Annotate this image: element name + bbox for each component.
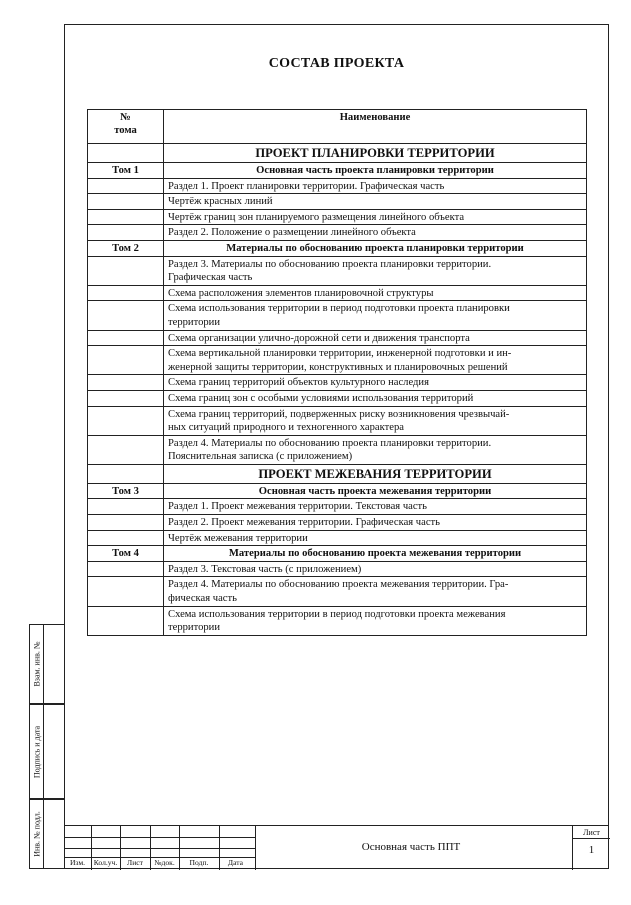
volume-number-empty [88,406,164,435]
table-row [88,530,587,546]
volume-title: Основная часть проекта планировки территории [164,163,587,179]
stamp-signature-date [29,704,64,799]
table-row [88,435,587,464]
section-title: ПРОЕКТ МЕЖЕВАНИЯ ТЕРРИТОРИИ [164,464,587,483]
volume-title: Материалы по обоснованию проекта межевания территории [164,546,587,562]
item-name: Раздел 2. Положение о размещении линейного объекта [164,225,587,241]
table-row [88,194,587,210]
item-name: Схема границ территорий объектов культурного наследия [164,375,587,391]
table-row [88,285,587,301]
item-name: Схема расположения элементов планировочной структуры [164,285,587,301]
item-name: Раздел 4. Материалы по обоснованию проекта планировки территории. Пояснительная записка (с приложением) [164,435,587,464]
volume-number-empty [88,561,164,577]
table-body [88,144,587,636]
table-row [88,301,587,330]
volume-number: Том 1 [88,163,164,179]
item-name: Схема границ территорий, подверженных риску возникновения чрезвычай- ных ситуаций природного и техногенного характера [164,406,587,435]
section-row [88,464,587,483]
table-row [88,390,587,406]
section-row [88,144,587,163]
volume-row [88,240,587,256]
item-name: Чертёж межевания территории [164,530,587,546]
volume-number: Том 2 [88,240,164,256]
item-name: Раздел 1. Проект межевания территории. Текстовая часть [164,499,587,515]
sheet-label: Лист [573,826,610,839]
volume-row [88,163,587,179]
volume-number-empty [88,225,164,241]
item-name: Раздел 3. Текстовая часть (с приложением) [164,561,587,577]
stamp-signature-date-label: Подпись и дата [32,725,41,778]
table-row [88,499,587,515]
volume-number-empty [88,144,164,163]
volume-number-empty [88,375,164,391]
item-name: Схема организации улично-дорожной сети и движения транспорта [164,330,587,346]
table-row [88,330,587,346]
table-row [88,178,587,194]
volume-number-empty [88,464,164,483]
item-name: Раздел 1. Проект планировки территории. Графическая часть [164,178,587,194]
volume-number-empty [88,346,164,375]
title-block-label: Дата [227,858,244,867]
volume-number-empty [88,390,164,406]
title-block-sheet [572,826,609,870]
table-row [88,577,587,606]
volume-number-empty [88,530,164,546]
volume-number-empty [88,606,164,635]
item-name: Чертёж красных линий [164,194,587,210]
volume-row [88,546,587,562]
item-name: Раздел 2. Проект межевания территории. Графическая часть [164,515,587,531]
title-block-revision-grid [64,826,255,870]
doc-name: Основная часть ППТ [361,841,461,853]
volume-number-empty [88,577,164,606]
volume-title: Основная часть проекта межевания территории [164,483,587,499]
volume-number-empty [88,285,164,301]
volume-row [88,483,587,499]
volume-number-empty [88,499,164,515]
title-block-label: Кол.уч. [93,858,118,867]
volume-number-empty [88,194,164,210]
volume-title: Материалы по обоснованию проекта планировки территории [164,240,587,256]
table-row [88,225,587,241]
volume-number: Том 3 [88,483,164,499]
header-name: Наименование [164,110,587,144]
composition-table [87,109,587,636]
table-row [88,561,587,577]
stamp-original-inventory [29,799,64,869]
table-row [88,406,587,435]
item-name: Раздел 4. Материалы по обоснованию проекта межевания территории. Гра- фическая часть [164,577,587,606]
volume-number-empty [88,209,164,225]
volume-number-empty [88,330,164,346]
volume-number-empty [88,515,164,531]
page-title: СОСТАВ ПРОЕКТА [268,56,405,71]
table-row [88,606,587,635]
table-row [88,209,587,225]
title-block [64,825,609,869]
volume-number-empty [88,301,164,330]
title-block-label: №док. [154,858,175,867]
stamp-replaced-inventory-label: Взам. инв. № [32,641,41,687]
item-name: Схема вертикальной планировки территории, инженерной подготовки и ин- женерной защиты территории, конструктивных и планировочных решений [164,346,587,375]
table-row [88,346,587,375]
header-volume-number-text: № тома [114,112,137,136]
header-volume-number [88,110,164,144]
volume-number: Том 4 [88,546,164,562]
volume-number-empty [88,435,164,464]
volume-number-empty [88,256,164,285]
item-name: Схема границ зон с особыми условиями использования территорий [164,390,587,406]
sheet-number: 1 [588,844,595,856]
section-title: ПРОЕКТ ПЛАНИРОВКИ ТЕРРИТОРИИ [164,144,587,163]
table-header-row [88,110,587,144]
item-name: Чертёж границ зон планируемого размещения линейного объекта [164,209,587,225]
stamp-replaced-inventory [29,624,64,704]
item-name: Схема использования территории в период подготовки проекта планировки территории [164,301,587,330]
table-row [88,375,587,391]
item-name: Схема использования территории в период подготовки проекта межевания территории [164,606,587,635]
volume-number-empty [88,178,164,194]
stamp-original-inventory-label: Инв. № подл. [32,811,41,857]
item-name: Раздел 3. Материалы по обоснованию проекта планировки территории. Графическая часть [164,256,587,285]
title-block-label: Лист [127,858,143,867]
title-block-label: Изм. [69,858,86,867]
table-row [88,256,587,285]
title-block-label: Подп. [189,858,209,867]
table-row [88,515,587,531]
